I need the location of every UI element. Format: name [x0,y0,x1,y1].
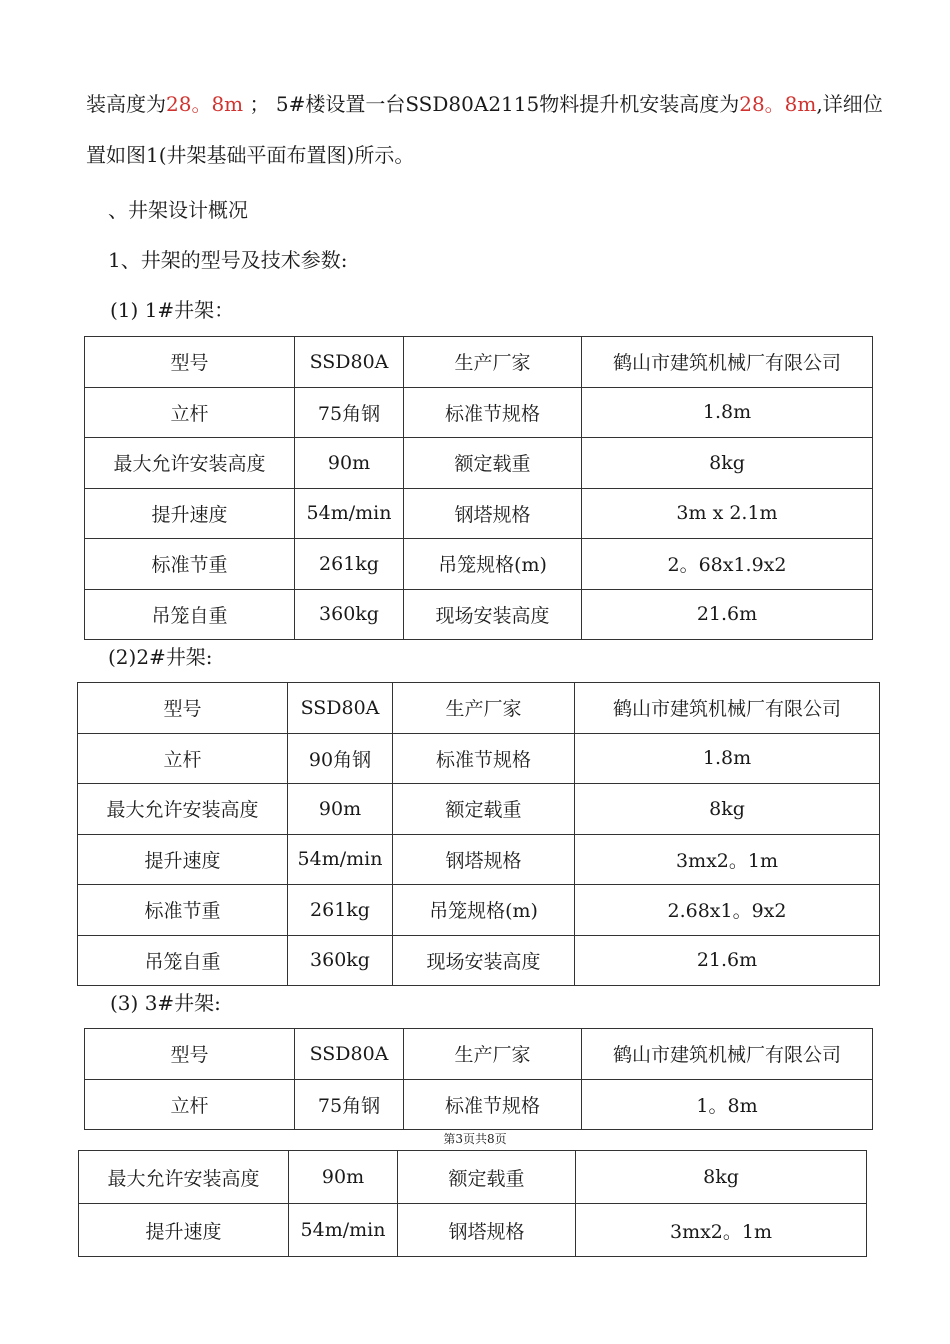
table-value-cell: 21.6m [582,589,873,640]
table-label-cell: 钢塔规格 [393,834,575,885]
spec-table-3 [84,1028,873,1130]
intro-line-1 [86,90,883,118]
table-row [78,935,880,986]
table-row [79,1151,867,1204]
table-label-cell: 额定载重 [393,784,575,835]
table-label-cell: 吊笼自重 [78,935,288,986]
table-value-cell: 90m [289,1151,398,1204]
table-label-cell: 型号 [78,683,288,734]
table-row [78,784,880,835]
table-value-cell: 2.68x1。9x2 [575,885,880,936]
table-label-cell: 吊笼自重 [85,589,295,640]
table-value-cell: 21.6m [575,935,880,986]
spec-table-2 [77,682,880,986]
table-value-cell: 3mx2。1m [575,834,880,885]
table-value-cell: 鹤山市建筑机械厂有限公司 [582,1029,873,1080]
highlight-height: 28。8m [166,92,244,116]
table-row [78,733,880,784]
table-label-cell: 立杆 [85,387,295,438]
page-footer: 第3页共8页 [443,1132,507,1146]
table-label-cell: 立杆 [78,733,288,784]
table-row [85,1079,873,1130]
table-label-cell: 现场安装高度 [404,589,582,640]
intro-line-2: 置如图1(井架基础平面布置图)所示。 [86,143,415,167]
table-value-cell: 鹤山市建筑机械厂有限公司 [582,337,873,388]
table-label-cell: 生产厂家 [404,337,582,388]
table-value-cell: 54m/min [289,1204,398,1257]
table-value-cell: 鹤山市建筑机械厂有限公司 [575,683,880,734]
table-row [85,438,873,489]
table-label-cell: 额定载重 [404,438,582,489]
table-label-cell: 型号 [85,337,295,388]
table-row [85,589,873,640]
highlight-height: 28。8m [739,92,817,116]
table-value-cell: SSD80A [288,683,393,734]
table-label-cell: 标准节规格 [404,1079,582,1130]
table-label-cell: 标准节重 [85,539,295,590]
table-value-cell: 1。8m [582,1079,873,1130]
table-label-cell: 立杆 [85,1079,295,1130]
table-caption: (2)2#井架: [108,645,213,669]
table-value-cell: 90m [295,438,404,489]
table-label-cell: 钢塔规格 [398,1204,576,1257]
table-value-cell: 54m/min [295,488,404,539]
table-value-cell: 261kg [295,539,404,590]
table-row [85,488,873,539]
spec-table-1 [84,336,873,640]
table-row [79,1204,867,1257]
spec-table-body [79,1151,867,1257]
table-value-cell: 360kg [288,935,393,986]
table-row [85,387,873,438]
table-value-cell: 54m/min [288,834,393,885]
table-value-cell: 75角钢 [295,387,404,438]
table-value-cell: SSD80A [295,1029,404,1080]
subsection-heading: 1、井架的型号及技术参数: [108,248,348,272]
intro-text: ； 5#楼设置一台SSD80A2115物料提升机安装高度为 [243,92,740,116]
table-label-cell: 提升速度 [85,488,295,539]
table-label-cell: 提升速度 [79,1204,289,1257]
table-row [78,834,880,885]
table-label-cell: 额定载重 [398,1151,576,1204]
table-label-cell: 型号 [85,1029,295,1080]
spec-table-body [85,1029,873,1130]
table-value-cell: 261kg [288,885,393,936]
table-label-cell: 最大允许安装高度 [78,784,288,835]
table-value-cell: 90m [288,784,393,835]
spec-table-body [85,337,873,640]
table-label-cell: 生产厂家 [393,683,575,734]
table-value-cell: 3mx2。1m [576,1204,867,1257]
table-value-cell: 360kg [295,589,404,640]
table-row [85,1029,873,1080]
spec-table-body [78,683,880,986]
table-label-cell: 最大允许安装高度 [85,438,295,489]
table-label-cell: 现场安装高度 [393,935,575,986]
table-label-cell: 标准节规格 [404,387,582,438]
table-caption: (1) 1#井架： [110,298,235,322]
table-value-cell: 1.8m [575,733,880,784]
table-value-cell: 8kg [575,784,880,835]
table-value-cell: 8kg [576,1151,867,1204]
table-value-cell: 75角钢 [295,1079,404,1130]
table-row [85,337,873,388]
table-value-cell: 1.8m [582,387,873,438]
table-value-cell: 3m x 2.1m [582,488,873,539]
intro-text: ,详细位 [816,92,883,116]
table-row [78,683,880,734]
section-heading: 、井架设计概况 [108,198,248,222]
spec-table-3-continued [78,1150,867,1257]
table-row [85,539,873,590]
table-row [78,885,880,936]
table-label-cell: 最大允许安装高度 [79,1151,289,1204]
intro-text: 装高度为 [86,92,166,116]
table-label-cell: 生产厂家 [404,1029,582,1080]
table-value-cell: 2。68x1.9x2 [582,539,873,590]
table-label-cell: 钢塔规格 [404,488,582,539]
table-label-cell: 吊笼规格(m) [404,539,582,590]
table-value-cell: 90角钢 [288,733,393,784]
table-value-cell: 8kg [582,438,873,489]
table-label-cell: 提升速度 [78,834,288,885]
table-value-cell: SSD80A [295,337,404,388]
table-label-cell: 标准节重 [78,885,288,936]
table-label-cell: 吊笼规格(m) [393,885,575,936]
table-label-cell: 标准节规格 [393,733,575,784]
table-caption: (3) 3#井架: [110,991,221,1015]
